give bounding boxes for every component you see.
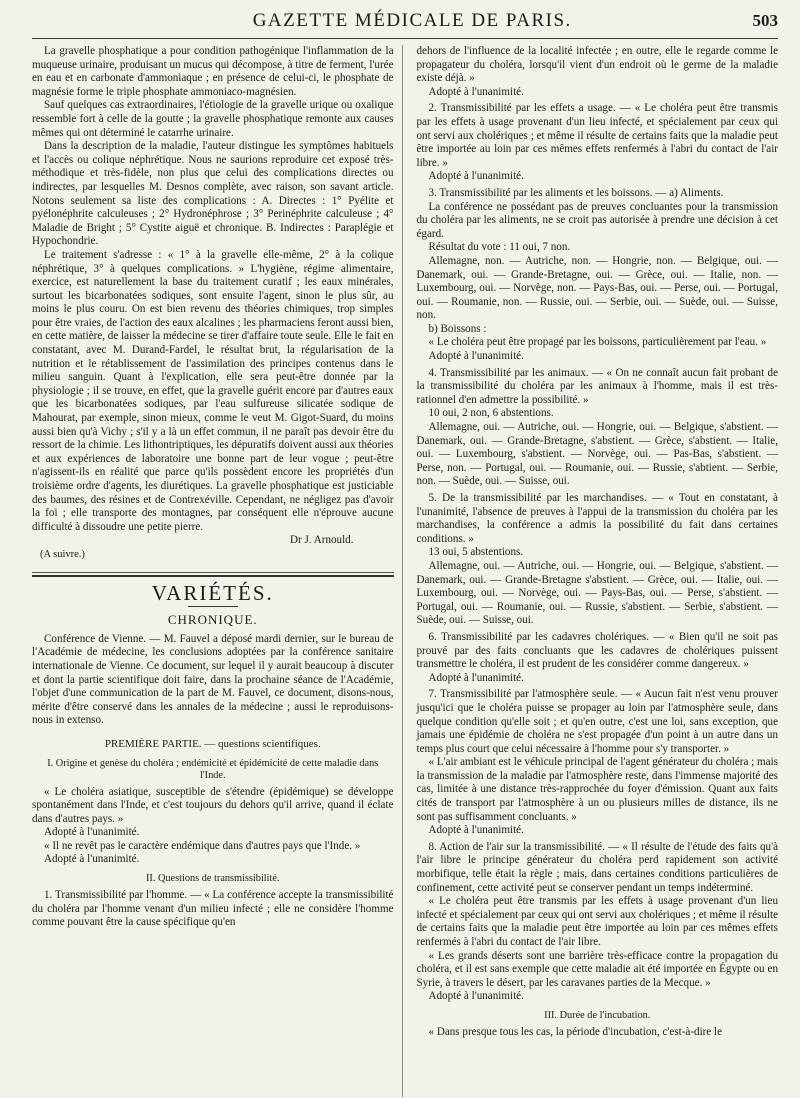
question-heading: III. Durée de l'incubation. [544,1009,651,1021]
resolution-quote: « L'air ambiant est le véhicule principal de l'agent générateur du choléra ; mais la transmission de la maladie par l'atmosphère reste, dans l'immense majorité des cas, limitée à une distance très-rapprochée du foyer d'émission. Quant aux faits cités de transport par l'atmosphère à un ou plusieurs milles de distance, ils ne sont pas suffisamment concluants. » [416,756,778,823]
paragraph: Le traitement s'adresse : « 1° à la gravelle elle-même, 2° à la colique néphrétique, 3° à quelques complications. » L'hygiène, régime alimentaire, exercice, est naturellement la base du traitement curatif ; les eaux minérales, surtout les bicarbonatées sodiques, sont ensuite l'agent, sinon le plus sûr, au moins le plus couru. On est bien revenu des théories chimiques, trop simples pour être vraies, de l'action des eaux alcalines ; les pharmaciens feront aussi bien, en cette matière, de laisser la médecine se tirer d'affaire toute seule. Elle le fait en constatant, avec M. Durand-Fardel, le résultat brut, la régularisation de la nutrition et le rétablissement de l'assimilation des principes contenus dans le milieu sanguin. Quant à l'explication, elle sera peut-être donnée par la physiologie ; il se trouve, en effet, que la gravelle guérit encore par d'autres eaux que les bicarbonatées sodiques, par l'eau sulfureuse silicatée sodique de Mahourat, par exemple, sinon mieux, comme le veut M. Gigot-Suard, du moins aussi bien qu'à Vichy ; s'il y a là un effet commun, il ne paraît pas devoir être du ressort de la chimie. Les lithontriptiques, les dépuratifs doivent aussi aux théories et aux expériences de laboratoire une bonne part de leur vogue ; peut-être n'agissent-ils en réalité que parce qu'ils possèdent encore les propriétés d'un troisième ordre d'agents, les diurétiques. La gravelle phosphatique est justiciable des baumes, des résines et de Contrexéville. Cependant, ne négligez pas d'avoir la foi ; elle transporte des montagnes, par conséquent elle n'éprouve aucune difficulté à dissoudre une petite pierre. [32,248,394,533]
paragraph: « Dans presque tous les cas, la période d'incubation, c'est-à-dire le [428,1025,723,1038]
two-column-body [32,45,778,1097]
page-number: 503 [752,11,778,30]
country-votes: Allemagne, oui. — Autriche, oui. — Hongrie, oui. — Belgique, s'abstient. — Danemark, oui. — Grande-Bretagne, s'abstient. — Grèce, s'abstient. — Italie, oui. — Luxembourg, s'abstient. — Norvège, oui. — Pas-Bas, s'abstient. — Perse, non. — Portugal, oui. — Roumanie, oui. — Russie, s'abtient. — Serbie, non. — Suède, oui. — Suisse, oui. [416,421,778,488]
vote-result: Adopté à l'unanimité. [428,170,524,183]
resolution-quote: « Les grands déserts sont une barrière très-efficace contre la propagation du choléra, et il est sans exemple que cette maladie ait été importée en Égypte ou en Syrie, à travers le désert, par les caravanes parties de la Mecque. » [416,949,778,989]
to-be-continued: (A suivre.) [40,548,85,560]
vote-tally: 10 oui, 2 non, 6 abstentions. [428,407,554,420]
right-column [417,45,779,1097]
section-title: VARIÉTÉS. [151,580,274,605]
paragraph: 6. Transmissibilité par les cadavres cholériques. — « Bien qu'il ne soit pas prouvé par des faits concluants que les cadavres de cholériques puissent transmettre le choléra, il est prudent de les considérer comme dangereux. » [416,630,778,671]
paragraph: dehors de l'influence de la localité infectée ; en outre, elle le regarde comme le propagateur du choléra, lorsqu'il vient d'un endroit où le germe de la maladie existe déjà. » [416,45,778,85]
running-head [32,10,778,39]
paragraph: 7. Transmissibilité par l'atmosphère seule. — « Aucun fait n'est venu prouver jusqu'ici que le choléra puisse se propager au loin par l'atmosphère seule, dans quelque condition qu'elle soit ; et qu'en outre, c'est une loi, sans exception, que jamais une épidémie de choléra ne s'est propagée d'un point à un autre dans un temps plus court que celui nécessaire à l'homme pour s'y transporter. » [416,688,778,755]
paragraph: 4. Transmissibilité par les animaux. — « On ne connaît aucun fait probant de la transmissibilité du choléra par les animaux à l'homme, mais il est très-rationnel d'en admettre la possibilité. » [416,366,778,406]
author-signature: Dr J. Arnould. [290,534,354,547]
country-votes: Allemagne, non. — Autriche, non. — Hongrie, non. — Belgique, oui. — Danemark, oui. — Grande-Bretagne, oui. — Grèce, oui. — Italie, non. — Luxembourg, oui. — Norvège, non. — Pays-Bas, oui. — Perse, oui. — Portugal, oui. — Roumanie, non. — Russie, oui. — Serbie, oui. — Suède, oui. — Suisse, non. [416,254,778,322]
paragraph: La gravelle phosphatique a pour condition pathogénique l'inflammation de la muqueuse urinaire, produisant un mucus qui décompose, à titre de ferment, l'urée en eau et en carbonate d'ammoniaque ; en présence de celui-ci, le phosphate de magnésie forme le triple phosphate ammoniaco-magnésien. [32,45,394,98]
vote-result: Adopté à l'unanimité. [428,824,524,837]
vote-result: Adopté à l'unanimité. [428,85,524,98]
journal-title: GAZETTE MÉDICALE DE PARIS. [252,10,572,31]
resolution-quote: « Il ne revêt pas le caractère endémique dans d'autres pays que l'Inde. » [44,839,361,852]
paragraph: Dans la description de la maladie, l'auteur distingue les symptômes habituels et l'accès ou colique néphrétique. Nous ne saurions reproduire cet exposé très-méthodique et très-fidèle, non plus que celui des complications directes ou indirectes, par lesquelles M. Desnos complète, avec raison, son savant article. Notons seulement sa liste des complications : A. Directes : 1° Pyélite et pyélonéphrite calculeuses ; 2° Hydronéphrose ; 3° Perinéphrite calculeuse ; 4° Maladie de Bright ; 5° Cystite aiguë et chronique. B. Indirectes : Paraplégie et Hypochondrie. [32,140,394,248]
country-votes: Allemagne, oui. — Autriche, oui. — Hongrie, oui. — Belgique, s'abstient. — Danemark, oui. — Grande-Bretagne s'abstient. — Grèce, oui. — Italie, oui. — Luxembourg, oui. — Norvège, oui. — Pays-Bas, oui. — Perse, s'abstient. — Portugal, oui. — Roumanie, oui. — Russie, s'abstient. — Serbie, s'abstient. — Suède, oui. — Suisse, oui. [416,559,778,627]
part-heading: PREMIÈRE PARTIE. — questions scientifiques. [104,737,321,750]
question-heading: I. Origine et genèse du choléra ; endémicité et épidémicité de cette maladie dans l'Inde. [47,757,379,781]
vote-result: Adopté à l'unanimité. [428,990,524,1003]
paragraph: b) Boissons : [428,322,487,335]
resolution-quote: « Le choléra peut être propagé par les boissons, particulièrement par l'eau. » [428,336,767,349]
vote-result: Adopté à l'unanimité. [428,671,524,684]
resolution-quote: « Le choléra asiatique, susceptible de s'étendre (épidémique) se développe spontanément dans l'Inde, et c'est toujours du dehors qu'il arrive, quand il éclate dans d'autres pays. » [32,785,394,825]
paragraph: 1. Transmissibilité par l'homme. — « La conférence accepte la transmissibilité du choléra par l'homme venant d'un milieu infecté ; elle ne considère l'homme comme pouvant être la cause spécifique qu'en [32,889,394,929]
paragraph: La conférence ne possédant pas de preuves concluantes pour la transmission du choléra par les aliments, ne se croit pas autorisée à prendre une décision à cet égard. [416,200,778,240]
vote-result: Adopté à l'unanimité. [428,350,524,363]
paragraph: 2. Transmissibilité par les effets a usage. — « Le choléra peut être transmis par les effets à usage provenant d'un lieu infecté, et spécialement par ceux qui ont servi aux cholériques ; et même il résulte de certains faits que la maladie peut être importée au loin par ces mêmes effets renfermés à l'abri du contact de l'air libre. » [416,102,778,169]
vote-tally: 13 oui, 5 abstentions. [428,546,524,559]
paragraph: 3. Transmissibilité par les aliments et les boissons. — a) Aliments. [428,186,724,199]
question-heading: II. Questions de transmissibilité. [145,873,280,885]
left-column [32,45,403,1097]
resolution-quote: « Le choléra peut être transmis par les effets à usage provenant d'un lieu infecté et spécialement par ceux qui ont servi aux cholériques ; et même il résulte de certains faits que la maladie peut être importée au loin par ces mêmes effets renfermés à l'abri du contact de l'air libre. [416,895,778,948]
section-divider-thick [32,575,394,577]
short-divider [188,606,238,607]
paragraph: 8. Action de l'air sur la transmissibilité. — « Il résulte de l'étude des faits qu'à l'air libre le principe générateur du choléra perd rapidement son activité morbifique, telle était la règle ; mais, dans certaines conditions particulières de confinement, cette activité peut se conserver pendant un temps indéterminé. [416,840,778,894]
paragraph: Conférence de Vienne. — M. Fauvel a déposé mardi dernier, sur le bureau de l'Académie de médecine, les conclusions adoptées par la conférence sanitaire internationale de Vienne. Ce document, sur lequel il y aurait beaucoup à discuter et dont la partie scientifique doit faire, dans la prochaine séance de l'Académie, l'objet d'une communication de la part de M. Fauvel, ce document, disons-nous, mérite d'être conservé dans les annales de la médecine ; aussi le reproduisons-nous in extenso. [32,632,394,727]
vote-tally: Résultat du vote : 11 oui, 7 non. [428,241,571,254]
section-divider [32,572,394,573]
vote-result: Adopté à l'unanimité. [44,826,140,839]
subsection-title: CHRONIQUE. [167,612,258,628]
vote-result: Adopté à l'unanimité. [44,853,140,866]
paragraph: Sauf quelques cas extraordinaires, l'étiologie de la gravelle urique ou oxalique ressemble fort à celle de la goutte ; la gravelle phosphatique remonte aux causes mêmes qui ont déterminé le catarrhe urinaire. [32,99,394,139]
paragraph: 5. De la transmissibilité par les marchandises. — « Tout en constatant, à l'unanimité, l'absence de preuves à l'appui de la transmission du choléra par les marchandises, la conférence a admis la possibilité du fait dans certaines conditions. » [416,492,778,545]
